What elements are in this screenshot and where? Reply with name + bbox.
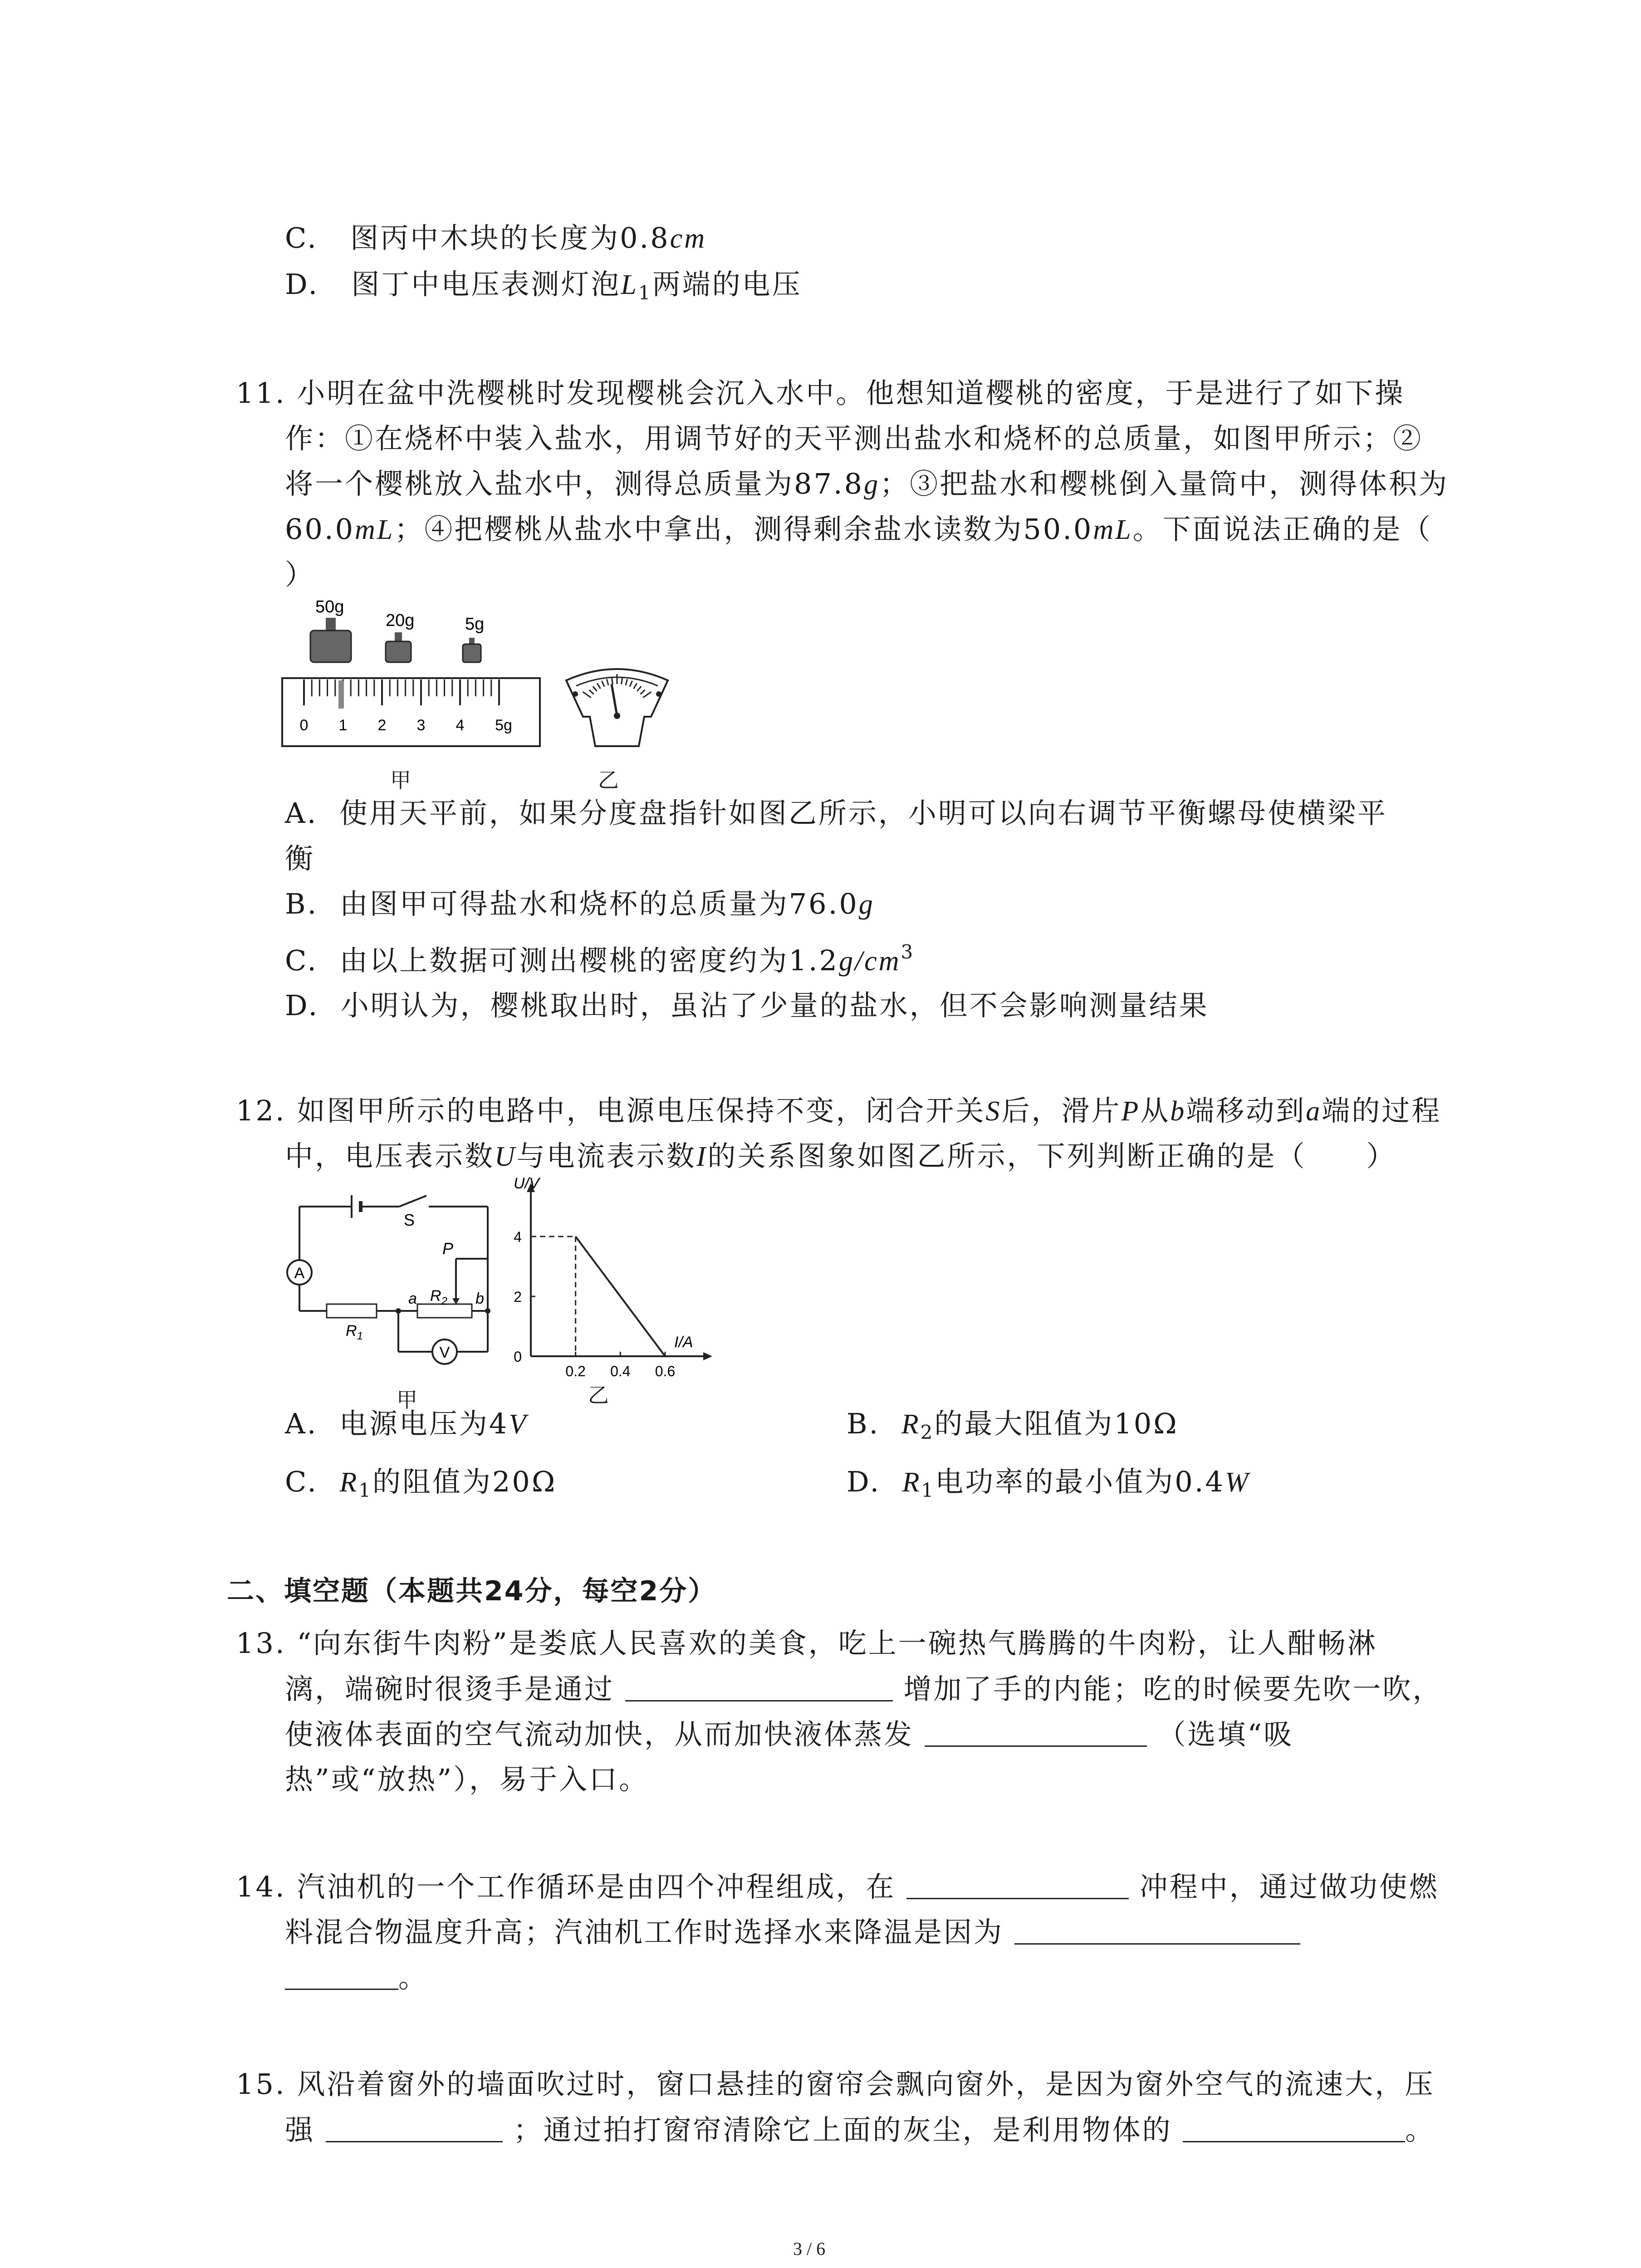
q11-stem-line-3: 将一个樱桃放入盐水中，测得总质量为87.8g；③把盐水和樱桃倒入量筒中，测得体积为 xyxy=(285,467,1449,500)
weight-20g-label: 20g xyxy=(386,611,415,630)
q13-stem-line-2: 漓，端碗时很烫手是通过 增加了手的内能；吃的时候要先吹一吹， xyxy=(285,1672,1443,1706)
ui-series-line xyxy=(576,1237,665,1356)
x-axis-arrow-icon xyxy=(703,1352,712,1360)
q11-stem-line-2: 作：①在烧杯中装入盐水，用调节好的天平测出盐水和烧杯的总质量，如图甲所示；② xyxy=(285,422,1423,455)
q15-stem-line-1: 15. 风沿着窗外的墙面吹过时，窗口悬挂的窗帘会飘向窗外，是因为窗外空气的流速大，压 xyxy=(236,2068,1435,2101)
scale-tick-5g: 5g xyxy=(495,717,512,734)
q11-option-c: C. 由以上数据可测出樱桃的密度约为$1.2g/cm^3$ xyxy=(285,941,915,977)
q10-option-d: D. 图丁中电压表测灯泡$L_1$两端的电压 xyxy=(285,268,802,304)
graph-caption-yi: 乙 xyxy=(588,1383,609,1408)
q10-option-c: C. 图丙中木块的长度为0.8cm xyxy=(285,221,706,254)
scale-tick-0: 0 xyxy=(299,717,309,734)
r2-label: $R_2$ xyxy=(430,1287,447,1307)
switch-label: S xyxy=(404,1211,415,1229)
x-tick-label: 0.6 xyxy=(655,1363,676,1379)
q11-stem-line-5: ） xyxy=(285,558,315,591)
switch-blade xyxy=(399,1196,426,1207)
q12-stem-line-1: 12. 如图甲所示的电路中，电源电压保持不变，闭合开关S后，滑片P从b端移动到a端的过程 xyxy=(236,1094,1442,1127)
circuit-caption-jia: 甲 xyxy=(397,1388,417,1412)
q14-answer-blank-2-cont[interactable] xyxy=(285,1963,398,1990)
r1-label: $R_1$ xyxy=(346,1322,363,1342)
scale-tick-2: 2 xyxy=(377,717,387,734)
q15-stem-line-2: 强 ；通过拍打窗帘清除它上面的灰尘，是利用物体的 。 xyxy=(285,2113,1435,2146)
q11-option-d: D. 小明认为，樱桃取出时，虽沾了少量的盐水，但不会影响测量结果 xyxy=(285,989,1209,1022)
q12-stem-line-2: 中，电压表示数U与电流表示数I的关系图象如图乙所示，下列判断正确的是（ ） xyxy=(285,1139,1396,1173)
x-axis-label: I/A xyxy=(674,1334,693,1351)
ammeter-label: A xyxy=(294,1265,305,1282)
terminal-a-label: a xyxy=(408,1290,417,1307)
y-tick-label: 2 xyxy=(514,1289,522,1305)
weight-5g-icon xyxy=(463,638,481,662)
y-tick-label: 0 xyxy=(514,1349,522,1365)
scale-tick-4: 4 xyxy=(456,717,465,734)
x-tick-label: 0.4 xyxy=(610,1363,631,1379)
weight-50g-icon xyxy=(310,618,351,662)
weight-20g-icon xyxy=(386,632,411,662)
q11-option-a: A. 使用天平前，如果分度盘指针如图乙所示，小明可以向右调节平衡螺母使横梁平 xyxy=(285,797,1387,830)
y-tick-label: 4 xyxy=(514,1229,522,1245)
q15-answer-blank-1[interactable] xyxy=(326,2116,503,2142)
q13-answer-blank-1[interactable] xyxy=(625,1675,893,1701)
figure-caption-yi: 乙 xyxy=(598,768,619,792)
rider-icon xyxy=(338,680,344,709)
voltmeter-label: V xyxy=(439,1344,450,1361)
balance-beam-scale xyxy=(282,678,540,746)
page-number: 3 / 6 xyxy=(793,2239,826,2259)
slider-label: P xyxy=(442,1239,454,1258)
q11-stem-line-4: 60.0mL；④把樱桃从盐水中拿出，测得剩余盐水读数为50.0mL。下面说法正确的是（ xyxy=(285,513,1432,546)
scale-tick-1: 1 xyxy=(338,717,348,734)
weight-50g-label: 50g xyxy=(315,597,344,616)
q12-option-c: C. $R_1$的阻值为20Ω xyxy=(285,1465,557,1501)
q15-answer-blank-2[interactable] xyxy=(1183,2116,1405,2142)
q14-answer-blank-2[interactable] xyxy=(1014,1918,1300,1945)
q13-stem-line-4: 热”或“放热”），易于入口。 xyxy=(285,1763,649,1796)
q13-stem-line-3: 使液体表面的空气流动加快，从而加快液体蒸发 （选填“吸 xyxy=(285,1718,1294,1751)
q13-answer-blank-2[interactable] xyxy=(925,1720,1147,1747)
section-2-title: 二、填空题（本题共24分，每空2分） xyxy=(227,1575,717,1607)
weight-5g-label: 5g xyxy=(465,615,485,634)
scale-tick-3: 3 xyxy=(416,717,426,734)
pointer-dial-icon xyxy=(566,669,668,746)
q13-stem-line-1: 13. “向东街牛肉粉”是娄底人民喜欢的美食，吃上一碗热气腾腾的牛肉粉，让人酣畅淋 xyxy=(236,1627,1377,1660)
q12-option-b: B. $R_2$的最大阻值为10Ω xyxy=(847,1407,1179,1443)
q12-option-a: A. 电源电压为4V xyxy=(285,1407,528,1440)
balance-figure xyxy=(272,594,554,803)
x-tick-label: 0.2 xyxy=(565,1363,586,1379)
q11-stem-line-1: 11. 小明在盆中洗樱桃时发现樱桃会沉入水中。他想知道樱桃的密度，于是进行了如下操 xyxy=(236,376,1405,410)
q14-stem-line-2: 料混合物温度升高；汽油机工作时选择水来降温是因为 xyxy=(285,1918,1300,1946)
q14-answer-blank-1[interactable] xyxy=(906,1872,1129,1899)
q12-option-d: D. $R_1$电功率的最小值为0.4W xyxy=(847,1465,1250,1501)
dial-tick xyxy=(612,678,613,684)
dial-figure xyxy=(558,662,676,753)
q14-stem-line-3: 。 xyxy=(285,1963,428,1992)
y-axis-label: U/V xyxy=(514,1175,539,1192)
figure-caption-jia: 甲 xyxy=(390,768,411,792)
q14-stem-line-1: 14. 汽油机的一个工作循环是由四个冲程组成，在 冲程中，通过做功使燃 xyxy=(236,1870,1439,1903)
q11-option-a-cont: 衡 xyxy=(285,842,315,875)
terminal-b-label: b xyxy=(475,1290,484,1307)
ui-graph xyxy=(499,1175,717,1388)
q11-option-b: B. 由图甲可得盐水和烧杯的总质量为76.0g xyxy=(285,887,875,920)
